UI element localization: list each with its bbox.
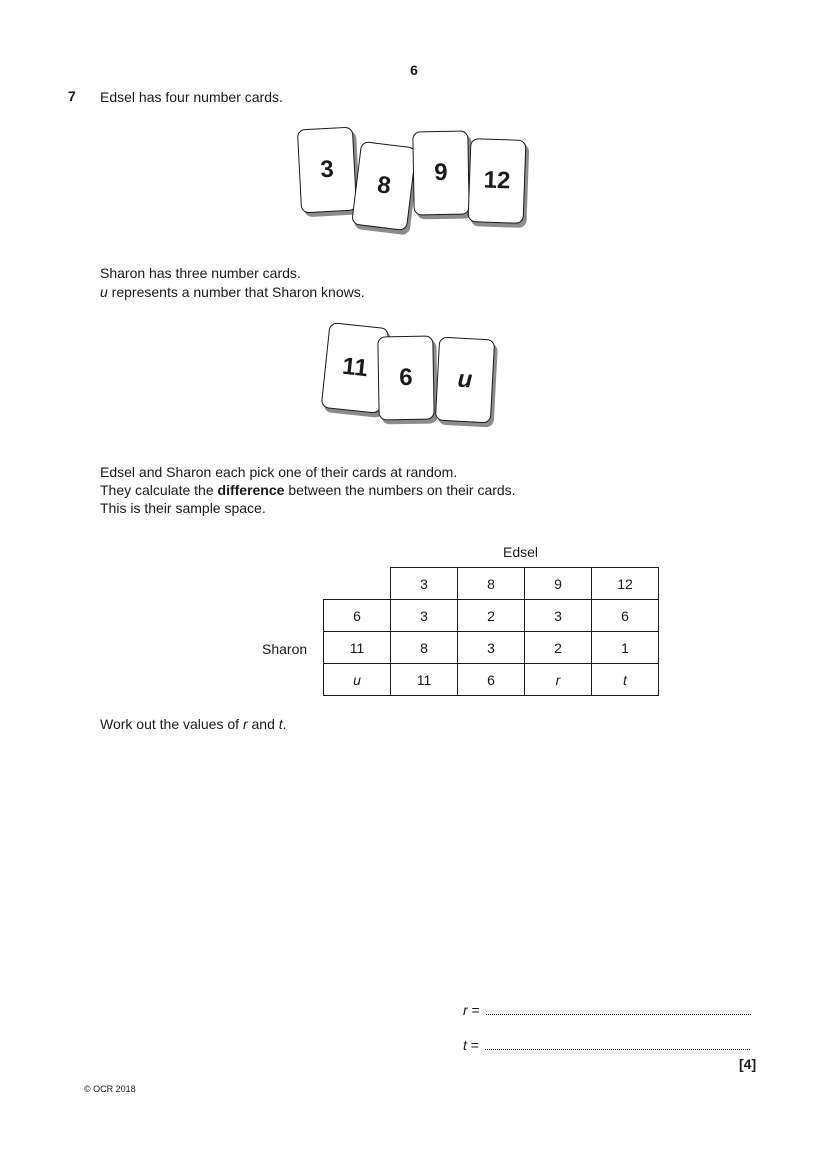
answer-equals: = <box>466 1037 479 1053</box>
marks: [4] <box>739 1056 757 1072</box>
work-out-and: and <box>247 716 279 732</box>
table-cell: 6 <box>592 600 659 632</box>
answer-line-t[interactable] <box>463 1037 750 1053</box>
card-value: 11 <box>341 352 370 383</box>
sharon-line-1: Sharon has three number cards. <box>100 265 301 281</box>
work-out-instruction <box>100 715 287 733</box>
answer-t-label: t <box>463 1037 467 1053</box>
edsel-label: Edsel <box>503 544 539 560</box>
question-intro: Edsel has four number cards. <box>100 89 283 105</box>
row-label: u <box>324 664 391 696</box>
table-cell: 3 <box>391 600 458 632</box>
table-row <box>324 600 659 632</box>
answer-r-label: r <box>463 1002 468 1018</box>
header-cell: 9 <box>525 568 592 600</box>
answer-r-dots[interactable] <box>486 1002 751 1015</box>
pick-line-1: Edsel and Sharon each pick one of their cards at random. <box>100 464 458 480</box>
table-cell-t: t <box>592 664 659 696</box>
table-cell: 2 <box>458 600 525 632</box>
pick-line-2 <box>100 481 516 499</box>
table-cell-r: r <box>525 664 592 696</box>
sharon-line-2-text: represents a number that Sharon knows. <box>107 284 365 300</box>
header-cell: 12 <box>592 568 659 600</box>
difference-bold: difference <box>217 482 285 498</box>
card-value: u <box>456 365 474 394</box>
variable-r: r <box>242 716 248 732</box>
card-value: 12 <box>483 166 511 195</box>
table-cell: 6 <box>458 664 525 696</box>
table-cell: 1 <box>592 632 659 664</box>
table-row <box>324 664 659 696</box>
row-label: 11 <box>324 632 391 664</box>
sharon-card <box>377 336 434 421</box>
header-cell: 8 <box>458 568 525 600</box>
table-corner <box>324 568 391 600</box>
header-cell: 3 <box>391 568 458 600</box>
edsel-card <box>468 138 527 224</box>
card-value: 6 <box>399 363 413 392</box>
copyright: © OCR 2018 <box>84 1084 136 1094</box>
row-label: 6 <box>324 600 391 632</box>
edsel-card <box>297 127 357 214</box>
sample-space-table <box>323 567 659 696</box>
page-number: 6 <box>410 62 418 78</box>
edsel-card <box>412 131 469 216</box>
answer-equals: = <box>467 1002 480 1018</box>
pick-line-3: This is their sample space. <box>100 500 266 516</box>
table-row <box>324 632 659 664</box>
table-cell: 2 <box>525 632 592 664</box>
sharon-card <box>435 337 495 424</box>
question-number: 7 <box>68 88 76 104</box>
variable-u: u <box>100 284 108 300</box>
pick-line-2-pre: They calculate the <box>100 482 218 498</box>
card-value: 3 <box>319 155 335 184</box>
table-cell: 8 <box>391 632 458 664</box>
table-header-row <box>324 568 659 600</box>
sharon-line-2 <box>100 283 365 301</box>
table-cell: 3 <box>525 600 592 632</box>
answer-line-r[interactable] <box>463 1002 751 1018</box>
card-value: 8 <box>375 171 393 200</box>
sharon-label: Sharon <box>262 641 308 657</box>
pick-line-2-post: between the numbers on their cards. <box>284 482 516 498</box>
table-cell: 11 <box>391 664 458 696</box>
table-cell: 3 <box>458 632 525 664</box>
edsel-card <box>351 141 417 231</box>
variable-t: t <box>278 716 283 732</box>
answer-t-dots[interactable] <box>485 1037 750 1050</box>
work-out-pre: Work out the values of <box>100 716 243 732</box>
work-out-post: . <box>282 716 287 732</box>
card-value: 9 <box>434 158 448 187</box>
